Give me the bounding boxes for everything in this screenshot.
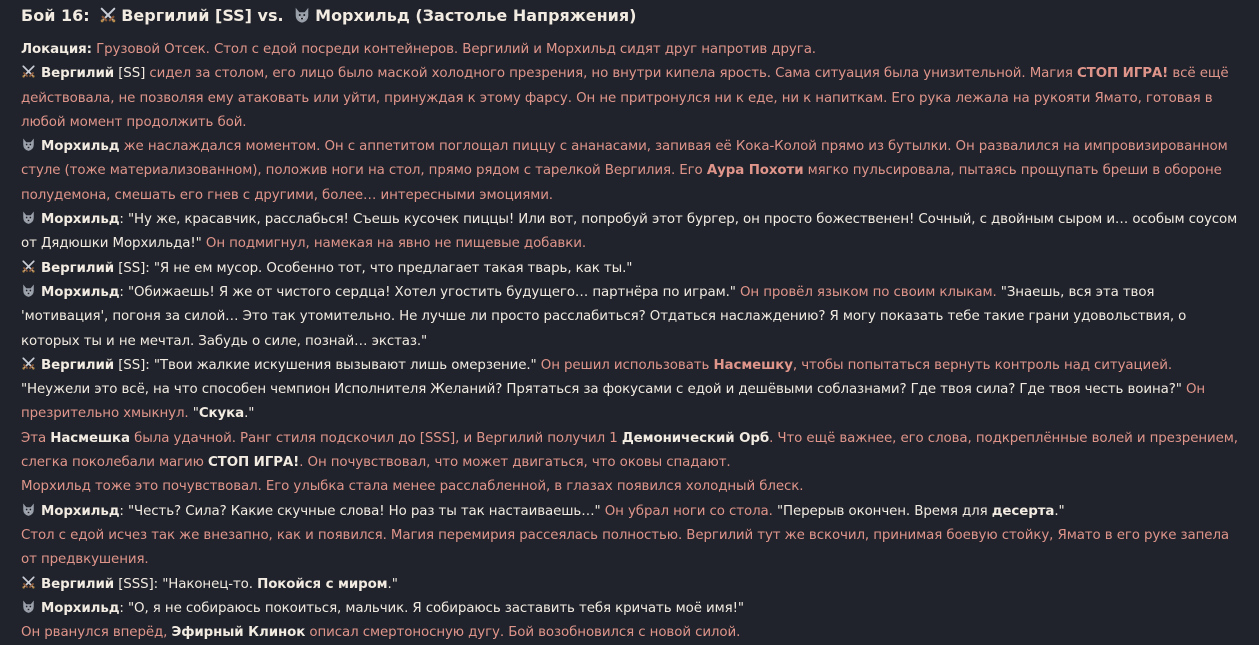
rank-label: [SS]: [114,260,154,276]
wolf-icon [21,599,36,614]
rank-label: [SS] [114,66,150,82]
weapon-name: Эфирный Клинок [171,625,306,641]
speaker-name: Вергилий [41,576,115,592]
speaker-name: Морхильд [41,503,120,519]
paragraph-text: мягко пульсировала, пытаясь прощупать бреши в обороне полудемона, смешать его гнев с другими, более… интересными эмоциями. [21,163,1222,203]
item-name: Демонический Орб [621,430,770,446]
dialogue-quote: "Я не ем мусор. Особенно тот, что предлагает такая тварь, как ты." [153,260,633,276]
colon: : [119,284,128,300]
paragraph-text: Эта [21,430,51,446]
crossed-swords-icon [99,6,117,24]
paragraph-vergil-line-1 [21,257,1243,281]
speaker-name: Морхильд [41,600,120,616]
dialogue-quote: "Неужели это всё, на что способен чемпион Исполнителя Желаний? Прятаться за фокусами с едой и дешёвыми соблазнами? Где твоя сила? Где твоя честь воина?" [21,382,1182,398]
emphasis: Покойся с миром [257,576,388,592]
paragraph-text: , чтобы попытаться вернуть контроль над ситуацией. [792,357,1173,373]
spell-name: СТОП ИГРА! [207,455,300,471]
dialogue-quote: "О, я не собираюсь покоиться, мальчик. Я собираюсь заставить тебя кричать моё имя!" [128,600,744,616]
paragraph-morhild-intro [21,135,1243,208]
paragraph-text: всё ещё действовала, не позволяя ему атаковать или уйти, принуждая к этому фарсу. Он не притронулся ни к еде, ни к напиткам. Его рука лежала на рукояти Ямато, готовая в любой момент продолжить бой. [21,66,1229,130]
colon: : [119,212,128,228]
paragraph-morhild-line-2 [21,281,1243,354]
dialogue-quote: "Ну же, красавчик, расслабься! Съешь кусочек пиццы! Или вот, попробуй этот бургер, он просто божественен! Сочный, с двойным сыром и… особым соусом от Дядюшки Морхильда!" [21,212,1238,252]
emphasis: десерта [991,503,1055,519]
title-morhild: Морхильд (Застолье Напряжения) [315,6,637,25]
dialogue-quote: "Честь? Сила? Какие скучные слова! Но раз ты так настаиваешь…" [128,503,601,519]
wolf-icon [21,502,36,517]
title-prefix: Бой 16: [21,6,90,25]
paragraph-vergil-line-3 [21,573,1243,597]
paragraph-morhild-line-3 [21,500,1243,524]
dialogue-quote: "Обижаешь! Я же от чистого сердца! Хотел угостить будущего… партнёра по играм." [128,284,736,300]
paragraph-text: Он презрительно хмыкнул. [21,382,1206,422]
emphasis: Скука [198,406,245,422]
dialogue-quote: " [192,406,199,422]
paragraph-text: . Что ещё важнее, его слова, подкреплённые волей и презрением, слегка поколебали магию [21,430,1238,471]
page-title [21,4,1243,28]
wolf-icon [21,283,36,298]
paragraph-text: . Он почувствовал, что может двигаться, что оковы спадают. [299,455,731,471]
paragraph-text: была удачной. Ранг стиля подскочил до [SSS], и Вергилий получил 1 [129,430,622,446]
paragraph-text: Он подмигнул, намекая на явно не пищевые добавки. [201,236,586,252]
skill-name: Насмешка [50,430,130,446]
colon: : [119,600,128,616]
speaker-name: Морхильд [41,139,120,155]
crossed-swords-icon [21,64,36,79]
paragraph-narration-1 [21,427,1243,476]
rank-label: [SS]: [114,357,154,373]
paragraph-text: же наслаждался моментом. Он с аппетитом поглощал пиццу с ананасами, запивая её Кока-Колой прямо из бутылки. Он развалился на импровизированном стуле (тоже материализованном), положив ноги на стол, прямо рядом с тарелкой Вергилия. Его [21,139,1228,179]
speaker-name: Вергилий [41,66,115,82]
dialogue-quote: ." [244,406,255,422]
dialogue-quote: "Перерыв окончен. Время для [776,503,992,519]
crossed-swords-icon [21,575,36,590]
speaker-name: Морхильд [41,212,120,228]
dialogue-quote: "Твои жалкие искушения вызывают лишь омерзение." [153,357,537,373]
paragraph-text: Морхильд тоже это почувствовал. Его улыбка стала менее расслабленной, в глазах появился холодный блеск. [21,479,804,495]
paragraph-text: Он провёл языком по своим клыкам. [735,284,1001,300]
wolf-icon [21,210,36,225]
speaker-name: Вергилий [41,357,115,373]
location-label: Локация: [21,42,92,57]
dialogue-quote: ." [1054,503,1065,519]
paragraph-vergil-intro [21,62,1243,135]
paragraph-narration-3 [21,524,1243,573]
colon: : [119,503,128,519]
paragraph-morhild-line-1 [21,208,1243,257]
paragraph-morhild-line-4 [21,597,1243,621]
ability-name: Аура Похоти [706,163,804,179]
paragraph-text: Он решил использовать [536,357,714,373]
paragraph-text: описал смертоносную дугу. Бой возобновился с новой силой. [305,625,741,641]
crossed-swords-icon [21,356,36,371]
paragraph-narration-4 [21,621,1243,645]
wolf-icon [21,137,36,152]
paragraph-location [21,38,1243,62]
speaker-name: Морхильд [41,284,120,300]
skill-name: Насмешку [713,357,793,373]
paragraph-text: Грузовой Отсек. Стол с едой посреди контейнеров. Вергилий и Морхильд сидят друг напротив друга. [91,42,816,57]
paragraph-text: Он убрал ноги со стола. [600,503,777,519]
dialogue-quote: "Знаешь, вся эта твоя 'мотивация', погоня за силой… Это так утомительно. Не лучше ли просто расслабиться? Отдаться наслаждению? Я могу показать тебе такие грани удовольствия, о которых ты и не мечтал. Забудь о силе, познай… экстаз." [21,284,1187,349]
paragraph-text: Стол с едой исчез так же внезапно, как и появился. Магия перемирия рассеялась полностью. Вергилий тут же вскочил, принимая боевую стойку, Ямато в его руке запела от предвкушения. [21,527,1230,568]
wolf-icon [293,6,311,24]
title-vergil: Вергилий [SS] vs. [121,6,284,25]
spell-name: СТОП ИГРА! [1076,66,1169,82]
crossed-swords-icon [21,259,36,274]
dialogue-quote: "Наконец-то. [162,576,258,592]
speaker-name: Вергилий [41,260,115,276]
dialogue-quote: ." [387,576,398,592]
paragraph-text: сидел за столом, его лицо было маской холодного презрения, но внутри кипела ярость. Сама ситуация была унизительной. Магия [149,66,1077,82]
rank-label: [SSS]: [114,576,163,592]
paragraph-narration-2 [21,475,1243,499]
paragraph-text: Он рванулся вперёд, [21,625,172,641]
paragraph-vergil-line-2 [21,354,1243,427]
